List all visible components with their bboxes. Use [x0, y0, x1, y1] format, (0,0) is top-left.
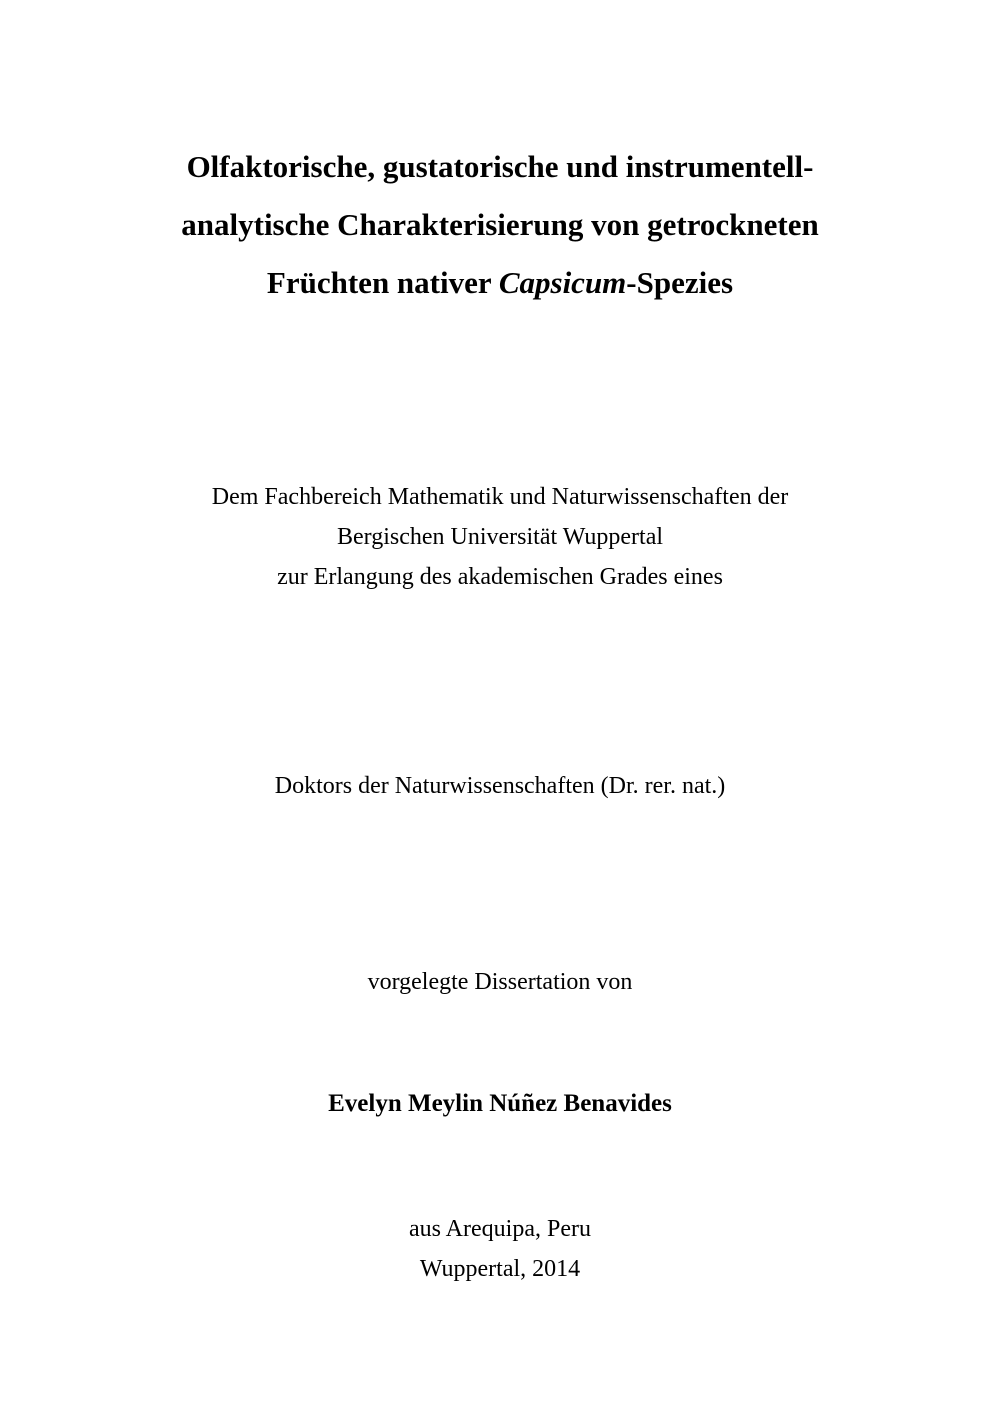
submission-statement: vorgelegte Dissertation von	[367, 969, 633, 995]
faculty-line-1: Dem Fachbereich Mathematik und Naturwissenschaften der	[211, 484, 789, 510]
title-line-2: analytische Charakterisierung von getrockneten	[181, 207, 819, 242]
title-species-name: Capsicum	[498, 265, 627, 300]
faculty-statement	[0, 477, 1000, 597]
title-line-3-suffix: -Spezies	[626, 265, 734, 300]
place-and-year: Wuppertal, 2014	[419, 1256, 581, 1282]
title-line-3	[0, 254, 1000, 312]
author-origin: aus Arequipa, Peru	[409, 1216, 591, 1242]
title-line-1: Olfaktorische, gustatorische und instrumentell-	[186, 149, 814, 184]
author-name: Evelyn Meylin Núñez Benavides	[328, 1090, 672, 1117]
faculty-line-2: Bergischen Universität Wuppertal	[336, 524, 664, 550]
origin-block	[0, 1209, 1000, 1289]
faculty-line-3: zur Erlangung des akademischen Grades eines	[277, 564, 723, 590]
degree-name: Doktors der Naturwissenschaften (Dr. rer. nat.)	[274, 773, 726, 799]
dissertation-title	[0, 138, 1000, 312]
title-line-3-prefix: Früchten nativer	[266, 265, 499, 300]
